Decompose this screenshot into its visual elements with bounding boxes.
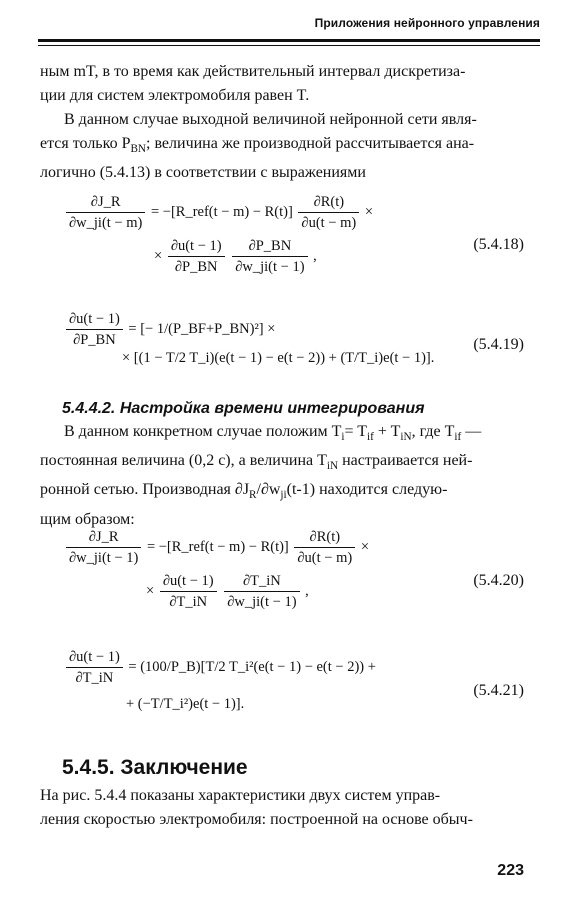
denominator: ∂T_iN (75, 670, 114, 686)
text-span: ется только P (40, 135, 131, 152)
numerator: ∂T_iN (224, 572, 299, 592)
text-span: (t-1) находится следую- (286, 481, 448, 499)
fraction (66, 193, 145, 232)
denominator: ∂u(t − m) (301, 215, 357, 231)
equation-term: = −[R_ref(t − m) − R(t)] (150, 203, 293, 220)
equation-term: × (360, 538, 370, 555)
numerator: ∂P_BN (232, 237, 307, 257)
fraction (66, 528, 141, 567)
equation-number: (5.4.18) (473, 236, 524, 253)
equation-5-4-21 (40, 648, 526, 722)
fraction (168, 237, 225, 276)
equation-term: × (146, 582, 155, 599)
text-span: + T (373, 423, 401, 440)
subscript: R (249, 489, 257, 502)
text-line (40, 449, 530, 478)
text-line: В данном случае выходной величиной нейронной сети явля- (64, 111, 477, 128)
equation-5-4-19 (40, 310, 526, 374)
subscript: iN (400, 431, 412, 444)
paragraph-2 (40, 108, 530, 185)
numerator: ∂J_R (66, 193, 145, 213)
equation-line (64, 648, 376, 687)
denominator: ∂w_ji(t − 1) (69, 550, 139, 566)
equation-5-4-18 (40, 193, 526, 283)
equation-number: (5.4.21) (473, 682, 524, 699)
text-line (40, 420, 530, 449)
section-heading: 5.4.5. Заключение (62, 756, 248, 779)
text-span: В данном конкретном случае положим T (64, 423, 342, 440)
equation-line (154, 237, 317, 276)
text-line (40, 132, 530, 161)
equation-term: × (364, 203, 374, 220)
fraction (224, 572, 299, 611)
equation-line: + (−T/T_i²)e(t − 1)]. (126, 696, 245, 712)
equation-term: × (154, 247, 163, 264)
equation-5-4-20 (40, 528, 526, 618)
text-line: ции для систем электромобиля равен T. (40, 87, 310, 104)
numerator: ∂J_R (66, 528, 141, 548)
denominator: ∂u(t − m) (297, 550, 353, 566)
equation-term: = (100/P_B)[T/2 T_i²(e(t − 1) − e(t − 2)) + (128, 658, 376, 675)
fraction (232, 237, 307, 276)
equation-line (64, 193, 373, 232)
fraction (298, 193, 359, 232)
equation-line (64, 310, 275, 349)
subscript: if (454, 431, 462, 444)
header-rule-thin (38, 45, 540, 46)
subscript: i (341, 431, 345, 444)
numerator: ∂u(t − 1) (160, 572, 217, 592)
text-line: ным mT, в то время как действительный интервал дискретиза- (40, 63, 466, 80)
text-span: настраивается ней- (338, 452, 473, 470)
equation-term: = [− 1/(P_BF+P_BN)²] × (128, 320, 276, 337)
text-line (40, 478, 530, 507)
text-span: постоянная величина (0,2 с), а величина T (40, 452, 327, 470)
numerator: ∂u(t − 1) (66, 310, 123, 330)
equation-line: × [(1 − T/2 T_i)(e(t − 1) − e(t − 2)) + (T/T_i)e(t − 1)]. (122, 350, 435, 366)
fraction (160, 572, 217, 611)
equation-line (146, 572, 309, 611)
text-line: ления скоростью электромобиля: построенной на основе обыч- (40, 811, 473, 828)
text-line: На рис. 5.4.4 показаны характеристики двух систем управ- (40, 787, 441, 804)
denominator: ∂w_ji(t − m) (69, 215, 143, 231)
paragraph-3 (40, 420, 530, 532)
numerator: ∂u(t − 1) (66, 648, 123, 668)
equation-number: (5.4.20) (473, 572, 524, 589)
paragraph-4 (40, 784, 530, 832)
text-span: — (461, 423, 482, 440)
section-heading: 5.4.4.2. Настройка времени интегрирования (62, 400, 425, 417)
denominator: ∂T_iN (169, 594, 208, 610)
denominator: ∂w_ji(t − 1) (227, 594, 297, 610)
equation-term: , (313, 247, 317, 264)
numerator: ∂u(t − 1) (168, 237, 225, 257)
denominator: ∂P_BN (73, 332, 116, 348)
text-span: ронной сетью. Производная ∂J (40, 481, 250, 499)
equation-term: = −[R_ref(t − m) − R(t)] (146, 538, 289, 555)
numerator: ∂R(t) (298, 193, 359, 213)
subscript: if (367, 431, 374, 444)
fraction (294, 528, 355, 567)
equation-number: (5.4.19) (473, 336, 524, 353)
equation-term: , (305, 582, 309, 599)
page-number: 223 (497, 862, 524, 879)
subscript: ji (280, 489, 287, 502)
subscript: BN (130, 143, 147, 156)
text-span: /∂w (256, 481, 281, 499)
paragraph-1 (40, 60, 530, 108)
text-span: = T (344, 423, 368, 440)
equation-line (64, 528, 369, 567)
denominator: ∂w_ji(t − 1) (235, 259, 305, 275)
header-rule-thick (38, 39, 540, 42)
subscript: iN (326, 460, 339, 473)
fraction (66, 648, 123, 687)
numerator: ∂R(t) (294, 528, 355, 548)
text-span: , где T (411, 423, 455, 440)
text-line: щим образом: (40, 510, 135, 528)
fraction (66, 310, 123, 349)
denominator: ∂P_BN (174, 259, 218, 275)
text-line: логично (5.4.13) в соответствии с выражениями (40, 164, 366, 182)
text-span: ; величина же производной рассчитывается ана- (146, 135, 475, 152)
running-header: Приложения нейронного управления (314, 16, 540, 30)
